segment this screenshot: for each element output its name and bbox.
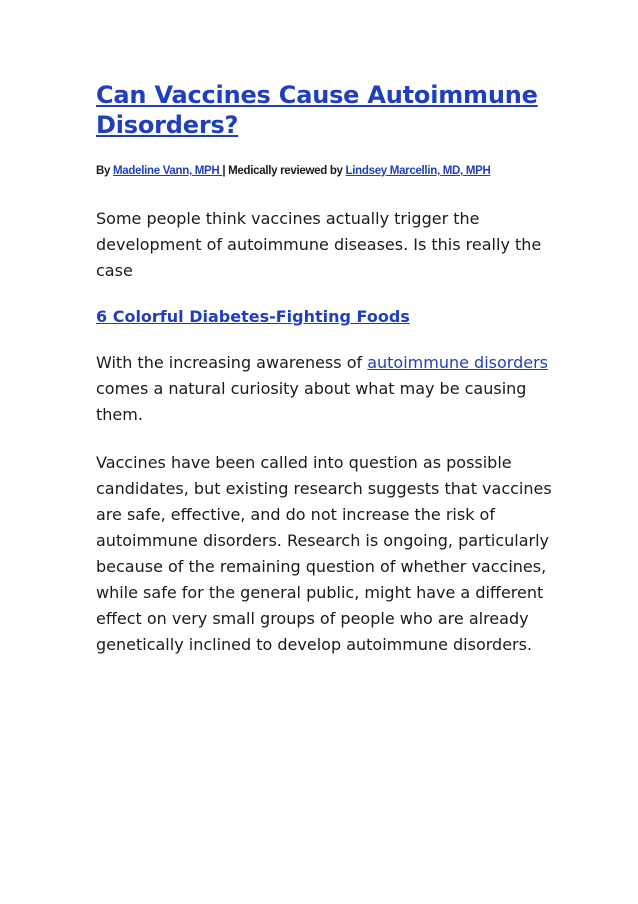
page-title [96,80,556,140]
paragraph-intro-after: comes a natural curiosity about what may be causing them. [96,379,527,424]
author-link[interactable]: Madeline Vann, MPH [113,165,223,177]
reviewer-link[interactable]: Lindsey Marcellin, MD, MPH [345,165,491,177]
related-article-heading [96,306,556,328]
paragraph-intro-before: With the increasing awareness of [96,353,368,372]
document-page [96,80,556,658]
title-link[interactable]: Can Vaccines Cause Autoimmune Disorders? [96,81,538,139]
byline [96,162,556,180]
paragraph-intro [96,350,556,428]
paragraph-research: Vaccines have been called into question as possible candidates, but existing research suggests that vaccines are safe, effective, and do not increase the risk of autoimmune disorders. Research is ongoing, particularly because of the remaining question of whether vaccines, while safe for the general public, might have a different effect on very small groups of people who are already genetically inclined to develop autoimmune disorders. [96,453,552,654]
related-article-link[interactable]: 6 Colorful Diabetes-Fighting Foods [96,307,410,326]
byline-prefix: By [96,165,113,177]
autoimmune-disorders-link[interactable]: autoimmune disorders [367,353,548,372]
lead-paragraph: Some people think vaccines actually trigger the development of autoimmune diseases. Is this really the case [96,209,542,280]
byline-separator: | Medically reviewed by [222,165,346,177]
